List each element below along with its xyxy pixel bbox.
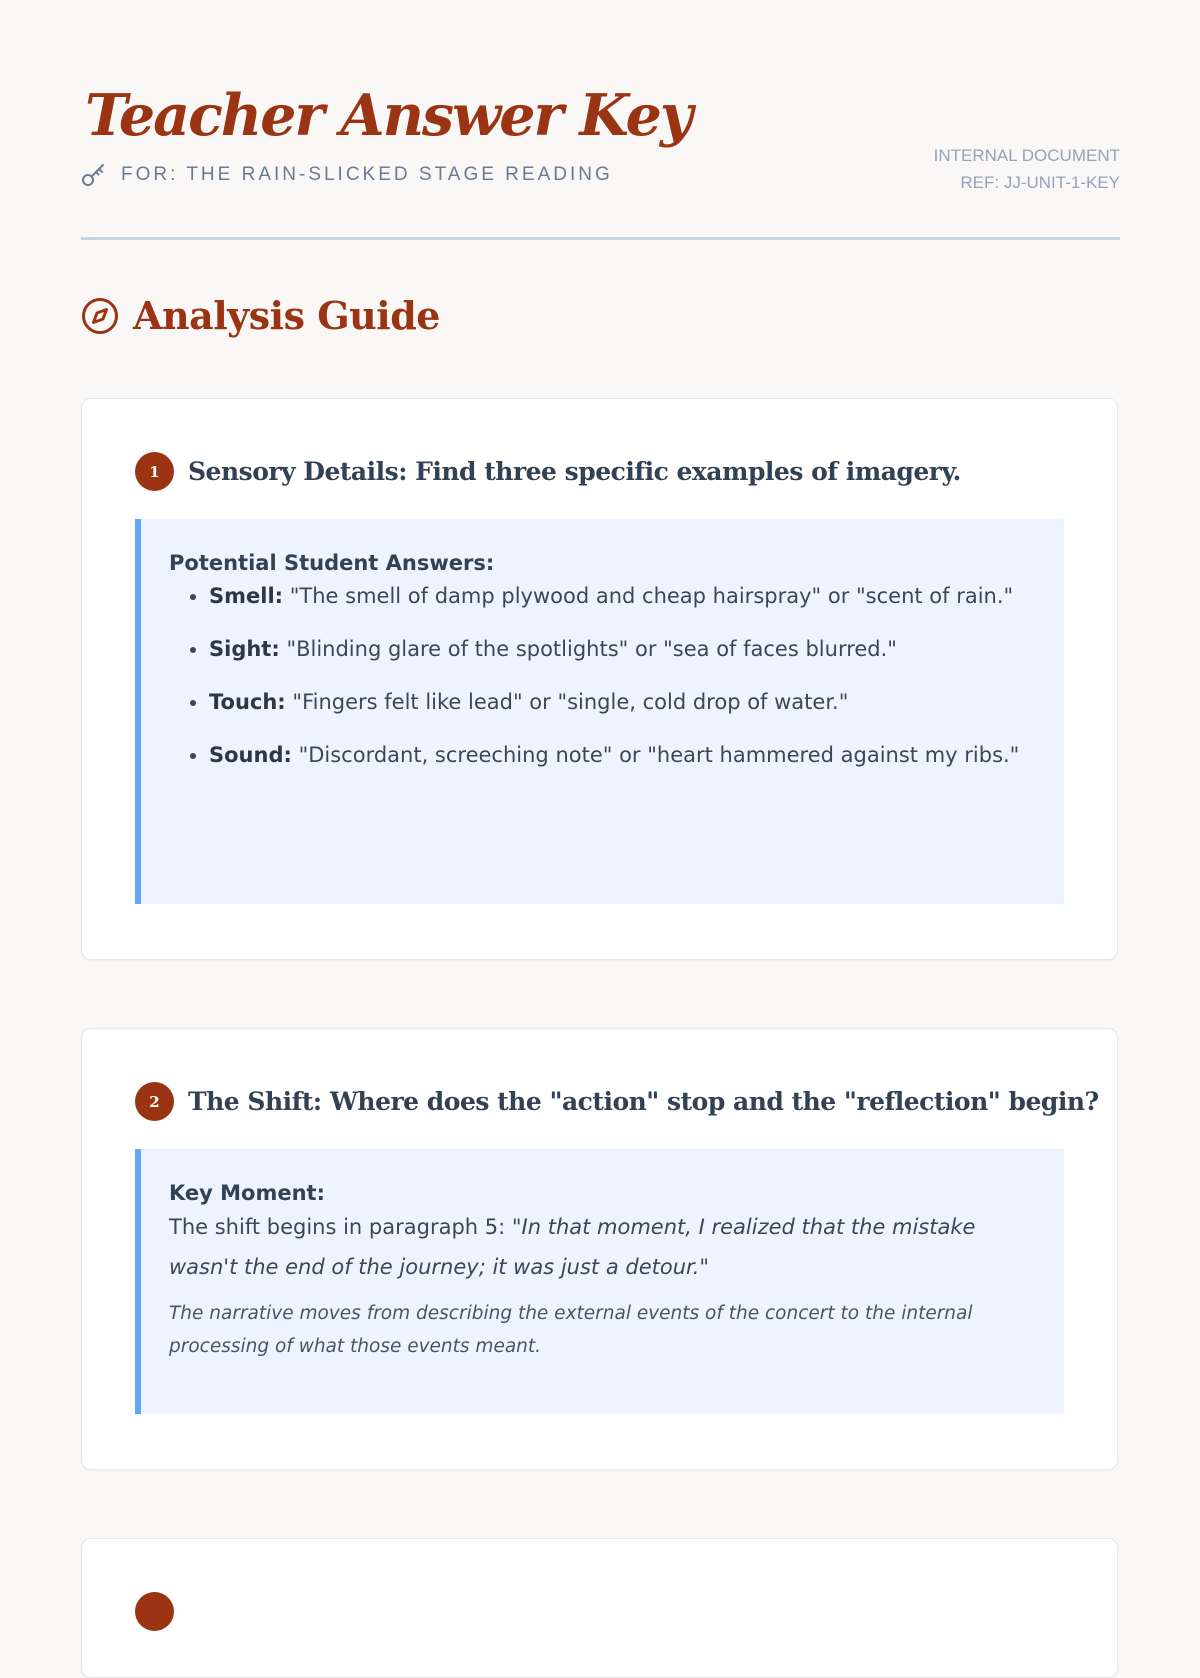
compass-icon (81, 297, 119, 335)
question-card-3 (81, 1538, 1118, 1678)
document-subtitle (81, 162, 613, 188)
question-number-badge: 2 (135, 1082, 174, 1121)
list-item (209, 630, 1040, 669)
key-icon (81, 162, 107, 188)
sense-example: "Blinding glare of the spotlights" or "sea of faces blurred." (286, 637, 897, 661)
list-item (209, 577, 1040, 616)
sense-example: "Discordant, screeching note" or "heart hammered against my ribs." (298, 743, 1020, 767)
list-item (209, 683, 1040, 722)
answer-label: Key Moment: (169, 1181, 325, 1205)
question-header (135, 1592, 188, 1631)
sense-example: "Fingers felt like lead" or "single, cold drop of water." (292, 690, 849, 714)
list-item (209, 736, 1040, 775)
answer-box (135, 519, 1064, 904)
sense-example: "The smell of damp plywood and cheap hairspray" or "scent of rain." (289, 584, 1014, 608)
subtitle-text: FOR: THE RAIN-SLICKED STAGE READING (121, 164, 613, 185)
shift-intro: The shift begins in paragraph 5: (169, 1215, 506, 1239)
meta-reference: REF: JJ-UNIT-1-KEY (960, 173, 1120, 192)
page-title: Teacher Answer Key (85, 82, 692, 149)
question-header (135, 1082, 1099, 1121)
section-heading (81, 292, 440, 340)
shift-explanation: The narrative moves from describing the external events of the concert to the internal processing of what those events meant. (169, 1303, 973, 1357)
section-title: Analysis Guide (133, 293, 440, 338)
sense-label: Sight: (209, 637, 280, 661)
key-moment-text (169, 1207, 1040, 1287)
question-prompt: The Shift: Where does the "action" stop and the "reflection" begin? (188, 1087, 1099, 1116)
sense-label: Smell: (209, 584, 284, 608)
question-number-badge (135, 1592, 174, 1631)
answer-key-page (81, 0, 1120, 1357)
shift-quote: "In that moment, I realized that the mistake wasn't the end of the journey; it was just a detour." (169, 1215, 976, 1279)
sense-label: Touch: (209, 690, 286, 714)
question-card-1 (81, 398, 1118, 960)
question-number-badge: 1 (135, 452, 174, 491)
document-meta (934, 142, 1120, 196)
answer-list (169, 577, 1040, 775)
question-prompt: Sensory Details: Find three specific examples of imagery. (188, 457, 961, 486)
answer-box (135, 1149, 1064, 1414)
question-header (135, 452, 961, 491)
meta-internal-label: INTERNAL DOCUMENT (933, 146, 1120, 165)
sense-label: Sound: (209, 743, 292, 767)
answer-label: Potential Student Answers: (169, 551, 495, 575)
document-header (81, 0, 1120, 240)
question-card-2 (81, 1028, 1118, 1470)
